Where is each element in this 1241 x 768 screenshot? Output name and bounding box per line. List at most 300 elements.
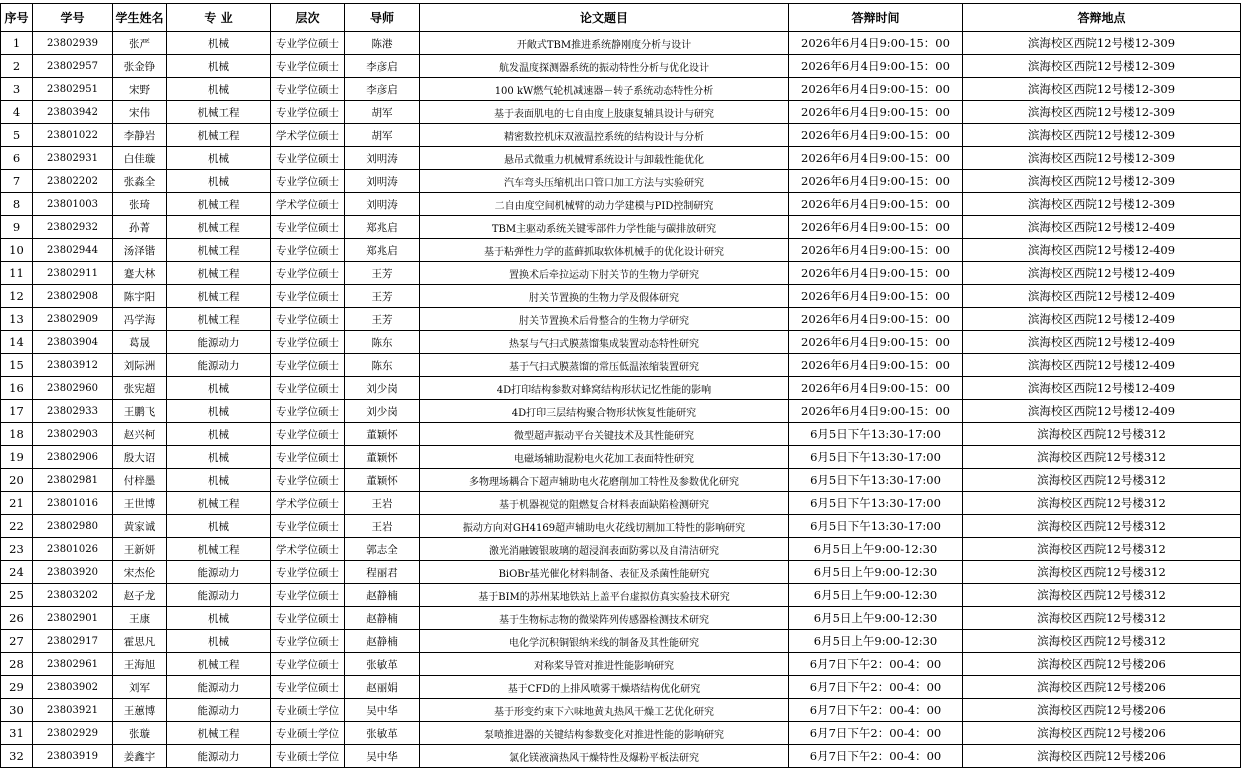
cell-defense-time: 2026年6月4日9:00-15：00 <box>789 308 963 331</box>
cell-defense-location: 滨海校区西院12号楼12-409 <box>963 331 1241 354</box>
cell-student-name: 陈宇阳 <box>113 285 167 308</box>
cell-student-name: 王海旭 <box>113 653 167 676</box>
table-row <box>1 653 1241 676</box>
cell-advisor: 程丽君 <box>345 561 420 584</box>
cell-index: 19 <box>1 446 33 469</box>
cell-student-id: 23802944 <box>33 239 113 262</box>
cell-defense-time: 2026年6月4日9:00-15：00 <box>789 101 963 124</box>
cell-thesis-title: 微型超声振动平台关键技术及其性能研究 <box>420 423 789 446</box>
cell-index: 26 <box>1 607 33 630</box>
cell-advisor: 王芳 <box>345 262 420 285</box>
cell-defense-time: 6月5日下午13:30-17:00 <box>789 469 963 492</box>
cell-major: 机械 <box>167 515 271 538</box>
cell-index: 14 <box>1 331 33 354</box>
cell-student-name: 霍思凡 <box>113 630 167 653</box>
cell-student-name: 汤泽锴 <box>113 239 167 262</box>
cell-major: 机械 <box>167 55 271 78</box>
cell-defense-time: 6月7日下午2：00-4：00 <box>789 676 963 699</box>
cell-degree-level: 专业学位硕士 <box>271 400 345 423</box>
cell-thesis-title: TBM主驱动系统关键零部件力学性能与碳排放研究 <box>420 216 789 239</box>
cell-degree-level: 专业学位硕士 <box>271 55 345 78</box>
cell-student-id: 23801016 <box>33 492 113 515</box>
cell-student-id: 23803919 <box>33 745 113 768</box>
cell-advisor: 郑兆启 <box>345 239 420 262</box>
cell-index: 20 <box>1 469 33 492</box>
cell-student-name: 张琦 <box>113 193 167 216</box>
table-row <box>1 216 1241 239</box>
cell-major: 机械 <box>167 170 271 193</box>
cell-student-id: 23802906 <box>33 446 113 469</box>
cell-thesis-title: 基于BIM的苏州某地铁站上盖平台虚拟仿真实验技术研究 <box>420 584 789 607</box>
cell-student-name: 付梓墨 <box>113 469 167 492</box>
cell-advisor: 李彦启 <box>345 55 420 78</box>
cell-major: 能源动力 <box>167 676 271 699</box>
cell-student-id: 23802901 <box>33 607 113 630</box>
cell-defense-time: 2026年6月4日9:00-15：00 <box>789 377 963 400</box>
cell-defense-location: 滨海校区西院12号楼12-409 <box>963 285 1241 308</box>
cell-major: 机械工程 <box>167 262 271 285</box>
cell-student-name: 葛晟 <box>113 331 167 354</box>
cell-advisor: 陈东 <box>345 354 420 377</box>
cell-degree-level: 专业学位硕士 <box>271 515 345 538</box>
cell-major: 机械工程 <box>167 492 271 515</box>
header-cell-defense-time: 答辩时间 <box>789 4 963 32</box>
cell-thesis-title: 氯化镁液滴热风干燥特性及爆粉平板法研究 <box>420 745 789 768</box>
cell-thesis-title: 4D打印三层结构聚合物形状恢复性能研究 <box>420 400 789 423</box>
cell-index: 25 <box>1 584 33 607</box>
cell-thesis-title: 汽车弯头压缩机出口管口加工方法与实验研究 <box>420 170 789 193</box>
table-row <box>1 745 1241 768</box>
cell-index: 27 <box>1 630 33 653</box>
table-row <box>1 607 1241 630</box>
cell-thesis-title: 开敞式TBM推进系统静刚度分析与设计 <box>420 32 789 55</box>
cell-degree-level: 专业学位硕士 <box>271 78 345 101</box>
cell-student-name: 刘军 <box>113 676 167 699</box>
cell-thesis-title: 航发温度探测器系统的振动特性分析与优化设计 <box>420 55 789 78</box>
header-cell-index: 序号 <box>1 4 33 32</box>
cell-thesis-title: 基于气扫式膜蒸馏的常压低温浓缩装置研究 <box>420 354 789 377</box>
cell-advisor: 王岩 <box>345 492 420 515</box>
cell-defense-time: 2026年6月4日9:00-15：00 <box>789 285 963 308</box>
cell-student-name: 王蕙博 <box>113 699 167 722</box>
cell-defense-location: 滨海校区西院12号楼12-309 <box>963 32 1241 55</box>
cell-advisor: 赵静楠 <box>345 607 420 630</box>
cell-index: 15 <box>1 354 33 377</box>
cell-student-id: 23802932 <box>33 216 113 239</box>
cell-student-id: 23802981 <box>33 469 113 492</box>
cell-index: 9 <box>1 216 33 239</box>
cell-degree-level: 专业学位硕士 <box>271 607 345 630</box>
cell-index: 24 <box>1 561 33 584</box>
cell-major: 机械 <box>167 32 271 55</box>
cell-student-id: 23801003 <box>33 193 113 216</box>
table-row <box>1 262 1241 285</box>
cell-advisor: 吴中华 <box>345 745 420 768</box>
table-row <box>1 193 1241 216</box>
header-row <box>1 4 1241 32</box>
cell-student-name: 殷大诏 <box>113 446 167 469</box>
cell-defense-location: 滨海校区西院12号楼12-409 <box>963 262 1241 285</box>
cell-defense-location: 滨海校区西院12号楼12-309 <box>963 170 1241 193</box>
cell-major: 机械工程 <box>167 193 271 216</box>
cell-thesis-title: 激光消融镀银玻璃的超浸润表面防雾以及自清洁研究 <box>420 538 789 561</box>
cell-student-name: 宋野 <box>113 78 167 101</box>
cell-advisor: 刘明涛 <box>345 147 420 170</box>
header-cell-student-id: 学号 <box>33 4 113 32</box>
cell-student-name: 刘际洲 <box>113 354 167 377</box>
header-cell-student-name: 学生姓名 <box>113 4 167 32</box>
cell-student-name: 赵子龙 <box>113 584 167 607</box>
cell-advisor: 刘少岗 <box>345 377 420 400</box>
cell-defense-location: 滨海校区西院12号楼12-409 <box>963 354 1241 377</box>
cell-advisor: 吴中华 <box>345 699 420 722</box>
cell-index: 28 <box>1 653 33 676</box>
cell-index: 31 <box>1 722 33 745</box>
cell-index: 22 <box>1 515 33 538</box>
cell-defense-location: 滨海校区西院12号楼12-409 <box>963 308 1241 331</box>
table-row <box>1 55 1241 78</box>
cell-defense-time: 6月7日下午2：00-4：00 <box>789 699 963 722</box>
cell-defense-location: 滨海校区西院12号楼12-409 <box>963 377 1241 400</box>
cell-major: 机械 <box>167 630 271 653</box>
cell-student-id: 23803912 <box>33 354 113 377</box>
cell-student-id: 23802980 <box>33 515 113 538</box>
cell-defense-location: 滨海校区西院12号楼12-309 <box>963 55 1241 78</box>
table-body <box>1 32 1241 768</box>
cell-degree-level: 学术学位硕士 <box>271 124 345 147</box>
cell-degree-level: 专业学位硕士 <box>271 423 345 446</box>
cell-degree-level: 专业学位硕士 <box>271 653 345 676</box>
cell-degree-level: 专业学位硕士 <box>271 32 345 55</box>
cell-major: 机械工程 <box>167 124 271 147</box>
cell-advisor: 董颖怀 <box>345 423 420 446</box>
cell-thesis-title: BiOBr基光催化材料制备、表征及杀菌性能研究 <box>420 561 789 584</box>
cell-thesis-title: 多物理场耦合下超声辅助电火花磨削加工特性及参数优化研究 <box>420 469 789 492</box>
table-row <box>1 147 1241 170</box>
cell-defense-time: 6月5日上午9:00-12:30 <box>789 630 963 653</box>
cell-major: 能源动力 <box>167 699 271 722</box>
cell-thesis-title: 振动方向对GH4169超声辅助电火花线切割加工特性的影响研究 <box>420 515 789 538</box>
cell-advisor: 董颖怀 <box>345 469 420 492</box>
cell-major: 能源动力 <box>167 561 271 584</box>
cell-index: 21 <box>1 492 33 515</box>
cell-student-id: 23802908 <box>33 285 113 308</box>
cell-index: 6 <box>1 147 33 170</box>
table-row <box>1 699 1241 722</box>
cell-major: 机械 <box>167 78 271 101</box>
cell-student-name: 姜鑫宇 <box>113 745 167 768</box>
cell-degree-level: 学术学位硕士 <box>271 193 345 216</box>
cell-defense-time: 2026年6月4日9:00-15：00 <box>789 354 963 377</box>
header-cell-defense-location: 答辩地点 <box>963 4 1241 32</box>
cell-major: 机械工程 <box>167 285 271 308</box>
table-row <box>1 676 1241 699</box>
cell-student-id: 23802957 <box>33 55 113 78</box>
cell-defense-time: 6月7日下午2：00-4：00 <box>789 653 963 676</box>
header-cell-advisor: 导师 <box>345 4 420 32</box>
cell-student-name: 张金铮 <box>113 55 167 78</box>
cell-thesis-title: 基于机器视觉的阻燃复合材料表面缺陷检测研究 <box>420 492 789 515</box>
cell-advisor: 王芳 <box>345 285 420 308</box>
cell-advisor: 董颖怀 <box>345 446 420 469</box>
cell-degree-level: 专业学位硕士 <box>271 308 345 331</box>
cell-defense-time: 2026年6月4日9:00-15：00 <box>789 216 963 239</box>
cell-advisor: 赵静楠 <box>345 630 420 653</box>
cell-advisor: 王芳 <box>345 308 420 331</box>
cell-degree-level: 专业学位硕士 <box>271 377 345 400</box>
cell-defense-time: 6月5日下午13:30-17:00 <box>789 446 963 469</box>
cell-major: 能源动力 <box>167 331 271 354</box>
cell-student-id: 23802909 <box>33 308 113 331</box>
cell-student-id: 23802929 <box>33 722 113 745</box>
cell-defense-location: 滨海校区西院12号楼312 <box>963 538 1241 561</box>
cell-advisor: 陈东 <box>345 331 420 354</box>
cell-index: 11 <box>1 262 33 285</box>
cell-degree-level: 专业学位硕士 <box>271 630 345 653</box>
cell-advisor: 张敏革 <box>345 722 420 745</box>
cell-defense-time: 6月5日下午13:30-17:00 <box>789 492 963 515</box>
cell-student-name: 冯学海 <box>113 308 167 331</box>
cell-major: 机械 <box>167 607 271 630</box>
cell-degree-level: 专业学位硕士 <box>271 170 345 193</box>
cell-defense-time: 2026年6月4日9:00-15：00 <box>789 124 963 147</box>
cell-major: 机械工程 <box>167 308 271 331</box>
cell-student-id: 23802903 <box>33 423 113 446</box>
cell-thesis-title: 泵喷推进器的关键结构参数变化对推进性能的影响研究 <box>420 722 789 745</box>
cell-major: 机械 <box>167 147 271 170</box>
cell-defense-time: 2026年6月4日9:00-15：00 <box>789 239 963 262</box>
cell-index: 8 <box>1 193 33 216</box>
cell-major: 机械工程 <box>167 722 271 745</box>
cell-degree-level: 专业学位硕士 <box>271 262 345 285</box>
cell-advisor: 王岩 <box>345 515 420 538</box>
cell-defense-time: 6月5日上午9:00-12:30 <box>789 538 963 561</box>
defense-schedule-table <box>0 3 1241 768</box>
cell-student-id: 23802917 <box>33 630 113 653</box>
cell-defense-time: 6月5日下午13:30-17:00 <box>789 423 963 446</box>
table-row <box>1 32 1241 55</box>
cell-student-name: 蹇大林 <box>113 262 167 285</box>
cell-degree-level: 专业学位硕士 <box>271 101 345 124</box>
cell-thesis-title: 基于粘弹性力学的蓝藓抓取软体机械手的优化设计研究 <box>420 239 789 262</box>
table-row <box>1 285 1241 308</box>
cell-student-name: 白佳璇 <box>113 147 167 170</box>
cell-degree-level: 专业学位硕士 <box>271 584 345 607</box>
cell-defense-time: 2026年6月4日9:00-15：00 <box>789 55 963 78</box>
cell-major: 能源动力 <box>167 745 271 768</box>
cell-student-id: 23802960 <box>33 377 113 400</box>
cell-major: 机械 <box>167 446 271 469</box>
cell-index: 10 <box>1 239 33 262</box>
cell-advisor: 郑兆启 <box>345 216 420 239</box>
cell-degree-level: 专业硕士学位 <box>271 745 345 768</box>
table-row <box>1 377 1241 400</box>
cell-student-name: 张璇 <box>113 722 167 745</box>
cell-student-id: 23802933 <box>33 400 113 423</box>
cell-thesis-title: 热泵与气扫式膜蒸馏集成装置动态特性研究 <box>420 331 789 354</box>
cell-student-name: 王鹏飞 <box>113 400 167 423</box>
cell-defense-time: 6月5日上午9:00-12:30 <box>789 584 963 607</box>
cell-degree-level: 专业学位硕士 <box>271 147 345 170</box>
cell-defense-time: 2026年6月4日9:00-15：00 <box>789 400 963 423</box>
cell-degree-level: 专业学位硕士 <box>271 331 345 354</box>
table-row <box>1 308 1241 331</box>
cell-thesis-title: 100 kW燃气轮机减速器－转子系统动态特性分析 <box>420 78 789 101</box>
cell-index: 29 <box>1 676 33 699</box>
cell-thesis-title: 悬吊式微重力机械臂系统设计与卸载性能优化 <box>420 147 789 170</box>
cell-defense-time: 2026年6月4日9:00-15：00 <box>789 262 963 285</box>
cell-advisor: 郭志全 <box>345 538 420 561</box>
cell-defense-time: 6月7日下午2：00-4：00 <box>789 745 963 768</box>
cell-student-id: 23802931 <box>33 147 113 170</box>
cell-student-id: 23802202 <box>33 170 113 193</box>
cell-degree-level: 学术学位硕士 <box>271 538 345 561</box>
cell-major: 机械 <box>167 423 271 446</box>
cell-defense-location: 滨海校区西院12号楼12-409 <box>963 239 1241 262</box>
cell-major: 机械工程 <box>167 538 271 561</box>
cell-degree-level: 专业学位硕士 <box>271 285 345 308</box>
cell-defense-location: 滨海校区西院12号楼12-309 <box>963 147 1241 170</box>
table-row <box>1 124 1241 147</box>
cell-index: 4 <box>1 101 33 124</box>
cell-degree-level: 专业硕士学位 <box>271 722 345 745</box>
header-cell-major: 专 业 <box>167 4 271 32</box>
cell-advisor: 刘明涛 <box>345 170 420 193</box>
cell-degree-level: 专业学位硕士 <box>271 676 345 699</box>
cell-degree-level: 专业学位硕士 <box>271 354 345 377</box>
cell-defense-location: 滨海校区西院12号楼206 <box>963 745 1241 768</box>
cell-degree-level: 专业学位硕士 <box>271 561 345 584</box>
table-row <box>1 515 1241 538</box>
cell-defense-time: 2026年6月4日9:00-15：00 <box>789 193 963 216</box>
cell-defense-location: 滨海校区西院12号楼12-409 <box>963 400 1241 423</box>
cell-defense-location: 滨海校区西院12号楼312 <box>963 423 1241 446</box>
table-row <box>1 423 1241 446</box>
cell-student-id: 23803942 <box>33 101 113 124</box>
cell-thesis-title: 基于生物标志物的微梁阵列传感器检测技术研究 <box>420 607 789 630</box>
cell-student-id: 23802939 <box>33 32 113 55</box>
cell-index: 18 <box>1 423 33 446</box>
cell-defense-time: 2026年6月4日9:00-15：00 <box>789 78 963 101</box>
cell-advisor: 胡军 <box>345 124 420 147</box>
cell-defense-time: 2026年6月4日9:00-15：00 <box>789 331 963 354</box>
cell-defense-location: 滨海校区西院12号楼312 <box>963 561 1241 584</box>
cell-student-id: 23802951 <box>33 78 113 101</box>
cell-thesis-title: 基于表面肌电的七自由度上肢康复辅具设计与研究 <box>420 101 789 124</box>
cell-degree-level: 专业学位硕士 <box>271 446 345 469</box>
cell-major: 能源动力 <box>167 354 271 377</box>
table-row <box>1 722 1241 745</box>
cell-index: 30 <box>1 699 33 722</box>
table-row <box>1 101 1241 124</box>
table-row <box>1 538 1241 561</box>
cell-thesis-title: 4D打印结构参数对蜂窝结构形状记忆性能的影响 <box>420 377 789 400</box>
cell-thesis-title: 基于形变约束下六味地黄丸热风干燥工艺优化研究 <box>420 699 789 722</box>
cell-thesis-title: 肘关节置换术后骨整合的生物力学研究 <box>420 308 789 331</box>
cell-index: 13 <box>1 308 33 331</box>
cell-index: 16 <box>1 377 33 400</box>
cell-major: 机械 <box>167 400 271 423</box>
cell-advisor: 胡军 <box>345 101 420 124</box>
table-row <box>1 239 1241 262</box>
cell-advisor: 李彦启 <box>345 78 420 101</box>
cell-index: 2 <box>1 55 33 78</box>
cell-index: 23 <box>1 538 33 561</box>
cell-student-id: 23803920 <box>33 561 113 584</box>
cell-degree-level: 专业硕士学位 <box>271 699 345 722</box>
cell-major: 机械工程 <box>167 653 271 676</box>
cell-advisor: 刘少岗 <box>345 400 420 423</box>
cell-major: 机械 <box>167 469 271 492</box>
cell-index: 32 <box>1 745 33 768</box>
cell-advisor: 张敏革 <box>345 653 420 676</box>
table-row <box>1 492 1241 515</box>
cell-major: 能源动力 <box>167 584 271 607</box>
cell-defense-time: 6月5日上午9:00-12:30 <box>789 561 963 584</box>
cell-index: 5 <box>1 124 33 147</box>
cell-student-id: 23802961 <box>33 653 113 676</box>
table-row <box>1 170 1241 193</box>
table-row <box>1 584 1241 607</box>
cell-index: 7 <box>1 170 33 193</box>
cell-index: 3 <box>1 78 33 101</box>
cell-degree-level: 专业学位硕士 <box>271 469 345 492</box>
cell-defense-location: 滨海校区西院12号楼312 <box>963 492 1241 515</box>
table-row <box>1 331 1241 354</box>
cell-thesis-title: 肘关节置换的生物力学及假体研究 <box>420 285 789 308</box>
cell-student-name: 宋伟 <box>113 101 167 124</box>
cell-student-name: 李静岩 <box>113 124 167 147</box>
cell-defense-time: 6月7日下午2：00-4：00 <box>789 722 963 745</box>
cell-thesis-title: 电磁场辅助混粉电火花加工表面特性研究 <box>420 446 789 469</box>
table-row <box>1 354 1241 377</box>
cell-thesis-title: 对称桨导管对推进性能影响研究 <box>420 653 789 676</box>
cell-index: 17 <box>1 400 33 423</box>
cell-defense-location: 滨海校区西院12号楼206 <box>963 676 1241 699</box>
cell-thesis-title: 置换术后牵拉运动下肘关节的生物力学研究 <box>420 262 789 285</box>
cell-defense-location: 滨海校区西院12号楼206 <box>963 722 1241 745</box>
cell-student-id: 23801026 <box>33 538 113 561</box>
cell-student-id: 23803904 <box>33 331 113 354</box>
cell-student-id: 23801022 <box>33 124 113 147</box>
table-row <box>1 469 1241 492</box>
cell-defense-location: 滨海校区西院12号楼312 <box>963 469 1241 492</box>
cell-student-name: 赵兴柯 <box>113 423 167 446</box>
cell-degree-level: 学术学位硕士 <box>271 492 345 515</box>
cell-degree-level: 专业学位硕士 <box>271 216 345 239</box>
cell-student-name: 王新妍 <box>113 538 167 561</box>
cell-defense-location: 滨海校区西院12号楼206 <box>963 699 1241 722</box>
cell-thesis-title: 二自由度空间机械臂的动力学建模与PID控制研究 <box>420 193 789 216</box>
cell-defense-time: 2026年6月4日9:00-15：00 <box>789 147 963 170</box>
cell-defense-time: 2026年6月4日9:00-15：00 <box>789 32 963 55</box>
cell-student-id: 23803202 <box>33 584 113 607</box>
cell-student-name: 王世博 <box>113 492 167 515</box>
cell-defense-time: 6月5日上午9:00-12:30 <box>789 607 963 630</box>
cell-degree-level: 专业学位硕士 <box>271 239 345 262</box>
table-row <box>1 561 1241 584</box>
cell-major: 机械工程 <box>167 101 271 124</box>
cell-student-id: 23803902 <box>33 676 113 699</box>
cell-student-name: 黄家诚 <box>113 515 167 538</box>
cell-advisor: 陈港 <box>345 32 420 55</box>
cell-advisor: 刘明涛 <box>345 193 420 216</box>
cell-major: 机械工程 <box>167 216 271 239</box>
cell-defense-location: 滨海校区西院12号楼12-309 <box>963 101 1241 124</box>
cell-student-name: 张宪超 <box>113 377 167 400</box>
cell-major: 机械工程 <box>167 239 271 262</box>
cell-defense-location: 滨海校区西院12号楼12-309 <box>963 124 1241 147</box>
